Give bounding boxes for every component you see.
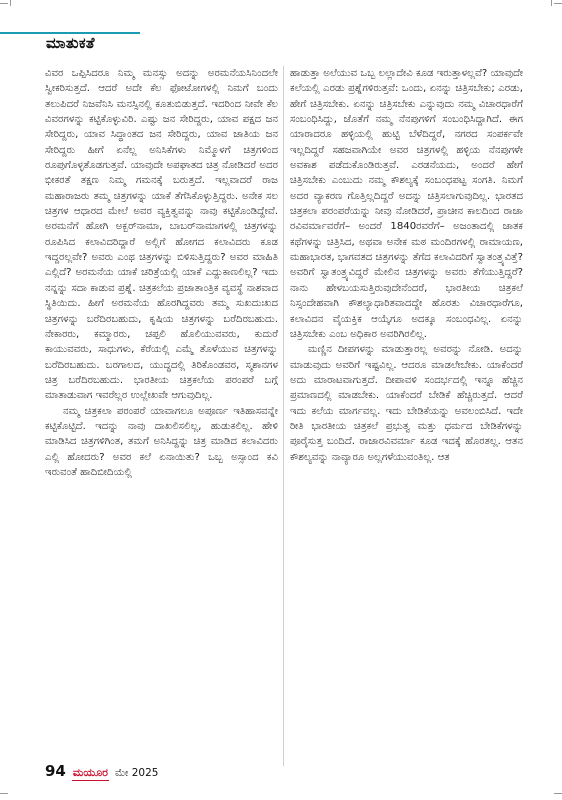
page-footer [45, 762, 158, 782]
paragraph: ವಿವರ ಒಪ್ಪಿಸಿದರೂ ನಿಮ್ಮ ಮನಸ್ಸು ಅದನ್ನು ಅರಮನೆಯಸಿನಿಂದಲೇ ಸ್ವೀಕರಿಸುತ್ತದೆ. ಆದರೆ ಅದೇ ಕೆಲ ಫೋಟೋಗಳಲ್ಲಿ ನಿಮಗೆ ಬಂದು ತಲುಪಿದರೆ ನಿಜವೆನಿಸಿ ಮನಸ್ಸಿನಲ್ಲಿ ಕೂತುಬಿಡುತ್ತದೆ. ಇದರಿಂದ ನೀವೇ ಕೆಲ ವಿವರಗಳನ್ನು ಕಟ್ಟಿಕೊಳ್ಳುವಿರಿ. ಎಷ್ಟು ಜನ ಸೇರಿದ್ದರು, ಯಾವ ಪಕ್ಷದ ಜನ ಸೇರಿದ್ದರು, ಯಾವ ಸಿದ್ಧಾಂತದ ಜನ ಸೇರಿದ್ದರು, ಯಾವ ಜಾತಿಯ ಜನ ಸೇರಿದ್ದರು ಹೀಗೆ ಏನೆಲ್ಲ ಅನಿಸಿಕೆಗಳು ನಿಮ್ಮೊಳಗೆ ಚಿತ್ರಗಳಿಂದ ರೂಪುಗೊಳ್ಳತೊಡಗುತ್ತವೆ. ಯಾವುದೇ ಅಪಘಾತದ ಚಿತ್ರ ನೋಡಿದರೆ ಅದರ ಭೀಕರತೆ ತಕ್ಷಣ ನಿಮ್ಮ ಗಮನಕ್ಕೆ ಬರುತ್ತದೆ. ಇಲ್ಲವಾದರೆ ರಾಜ ಮಹಾರಾಜರು ತಮ್ಮ ಚಿತ್ರಗಳನ್ನು ಯಾಕೆ ತೆಗೆಸಿಕೊಳ್ಳುತ್ತಿದ್ದರು. ಅನೇಕ ಸಲ ಚಿತ್ರಗಳ ಆಧಾರದ ಮೇಲೆ ಅವರ ವ್ಯಕ್ತಿತ್ವವನ್ನು ನಾವು ಕಟ್ಟಿಕೊಂಡಿದ್ದೇವೆ. ಅರಮನೆಗೆ ಹೋಗಿ ಅಕ್ಬರ್‌ನಾಮಾ, ಬಾಬರ್‌ನಾಮಾಗಳಲ್ಲಿ ಚಿತ್ರಗಳನ್ನು ರೂಪಿಸಿದ ಕಲಾವಿದರಿದ್ದಾರೆ ಅಲ್ಲಿಗೆ ಹೋಗದ ಕಲಾವಿದರು ಕೂಡ ಇದ್ದರಲ್ಲವೇ? ಅವರು ಎಂಥ ಚಿತ್ರಗಳನ್ನು ಬಿಳಿಸುತ್ತಿದ್ದರು? ಅವರ ಮಾಹಿತಿ ಎಲ್ಲಿದೆ? ಅರಮನೆಯ ಯಾಕೆ ಚರಿತ್ರೆಯಲ್ಲಿ ಯಾಕೆ ಎದ್ದುಕಾಣಲಿಲ್ಲ? ಇದು ನನ್ನನ್ನು ಸದಾ ಕಾಡುವ ಪ್ರಶ್ನೆ. ಚಿತ್ರಕಲೆಯ ಪ್ರಜಾತಾಂತ್ರಿಕ ವ್ಯವಸ್ಥೆ ನಾಶವಾದ ಸ್ಥಿತಿಯಿದು. ಹೀಗೆ ಅರಮನೆಯ ಹೊರಗಿದ್ದವರು ತಮ್ಮ ಸುಖದುಃಖದ ಚಿತ್ರಗಳನ್ನು ಬರೆದಿರಬಹುದು, ಕೃಷಿಯ ಚಿತ್ರಗಳನ್ನು ಬರೆದಿರಬಹುದು. ನೇಕಾರರು, ಕಮ್ಮಾರರು, ಚಪ್ಪಲಿ ಹೊಲಿಯುವವರು, ಕುದುರೆ ಕಾಯುವವರು, ಸಾಧುಗಳು, ಕೆರೆಯಲ್ಲಿ ಎಮ್ಮೆ ತೊಳೆಯುವ ಚಿತ್ರಗಳನ್ನು ಬರೆದಿರಬಹುದು. ಬರಗಾಲದ, ಯುದ್ಧದಲ್ಲಿ ತಿರಿಕೊಂಡವರ, ಸ್ಮಶಾನಗಳ ಚಿತ್ರ ಬರೆದಿರಬಹುದು. ಭಾರತೀಯ ಚಿತ್ರಕಲೆಯ ಪರಂಪರೆ ಬಗ್ಗೆ ಮಾತಾಡುವಾಗ ಇವರೆಲ್ಲರ ಉಲ್ಲೇಖವೇ ಆಗುವುದಿಲ್ಲ. [45, 68, 278, 402]
paragraph: ಮಣ್ಣಿನ ದೀಪಗಳನ್ನು ಮಾಡುತ್ತಾರಲ್ಲ ಅವರನ್ನು ನೋಡಿ. ಅದನ್ನು ಮಾಡುವುದು ಅವರಿಗೆ ಇಷ್ಟವಿಲ್ಲ. ಆದರೂ ಮಾಡಲೇಬೇಕು. ಯಾಕೆಂದರೆ ಅದು ಮಾರಾಟವಾಗುತ್ತದೆ. ದೀಪಾವಳಿ ಸಂದರ್ಭದಲ್ಲಿ ಇನ್ನೂ ಹೆಚ್ಚಿನ ಪ್ರಮಾಣದಲ್ಲಿ ಮಾಡಬೇಕು. ಯಾಕೆಂದರೆ ಬೇಡಿಕೆ ಹೆಚ್ಚಿರುತ್ತದೆ. ಆದರೆ ಇದು ಕಲೆಯ ಮಾರ್ಗವಲ್ಲ. ಇದು ಬೇಡಿಕೆಯನ್ನು ಅವಲಂಬಿಸಿದೆ. ಇದೇ ರೀತಿ ಭಾರತೀಯ ಚಿತ್ರಕಲೆ ಪ್ರಭುತ್ವ ಮತ್ತು ಧರ್ಮದ ಬೇಡಿಕೆಗಳನ್ನು ಪೂರೈಸುತ್ತ ಬಂದಿದೆ. ರಾಜಾರವಿವರ್ಮಾ ಕೂಡ ಇದಕ್ಕೆ ಹೊರತಲ್ಲ. ಆತನ ಕೌಶಲ್ಯವನ್ನು ನಾವ್ಯಾರೂ ಅಲ್ಲಗಳೆಯುವಂತಿಲ್ಲ. ಆತ [290, 344, 523, 463]
column-divider [283, 66, 284, 766]
crop-mark [551, 0, 552, 6]
article-column-right [290, 66, 523, 465]
crop-mark [10, 0, 11, 6]
paragraph: ನಮ್ಮ ಚಿತ್ರಕಲಾ ಪರಂಪರೆ ಯಾವಾಗಲೂ ಅಪೂರ್ಣ ಇತಿಹಾಸವನ್ನೇ ಕಟ್ಟಿಕೊಟ್ಟಿದೆ. ಇದನ್ನು ನಾವು ದಾಖಲಿಸಲಿಲ್ಲ, ಹುಡುಕಲಿಲ್ಲ. ಹೇಳಿ ಮಾಡಿಸಿದ ಚಿತ್ರಗಳಿಗಿಂತ, ತಮಗೆ ಅನಿಸಿದ್ದನ್ನು ಚಿತ್ರ ಮಾಡಿದ ಕಲಾವಿದರು ಎಲ್ಲಿ ಹೋದರು? ಅವರ ಕಲೆ ಏನಾಯಿತು? ಒಬ್ಬ ಅಸ್ಸಾಂದ ಕವಿ ಇರುವಂತೆ ಹಾದಿಬೀದಿಯಲ್ಲಿ [45, 405, 278, 478]
section-title: ಮಾತುಕತೆ [46, 34, 95, 52]
magazine-logo: ಮಯೂರ [72, 766, 108, 779]
crop-mark [0, 793, 8, 794]
issue-date: ಮೇ 2025 [114, 767, 159, 779]
crop-mark [554, 3, 562, 4]
paragraph: ಹಾಡುತ್ತಾ ಅಲೆಯುವ ಒಬ್ಬ ಲಲ್ಲಾದೇವಿ ಕೂಡ ಇರುತ್ತಾಳಲ್ಲವೆ? ಯಾವುದೇ ಕಲೆಯಲ್ಲಿ ಎರಡು ಪ್ರಶ್ನೆಗಳಿರುತ್ತವೆ: ಒಂದು, ಏನನ್ನು ಚಿತ್ರಿಸಬೇಕು; ಎರಡು, ಹೇಗೆ ಚಿತ್ರಿಸಬೇಕು. ಏನನ್ನು ಚಿತ್ರಿಸಬೇಕು ಎನ್ನುವುದು ನಮ್ಮ ವಿಚಾರಧಾರೆಗೆ ಸಂಬಂಧಿಸಿದ್ದು, ಜೊತೆಗೆ ನಮ್ಮ ನೆನಪುಗಳಿಗೆ ಸಂಬಂಧಿಸಿದ್ದಾಗಿದೆ. ಈಗ ಯಾರಾದರೂ ಹಳ್ಳಿಯಲ್ಲಿ ಹುಟ್ಟಿ ಬೆಳೆದಿದ್ದರೆ, ನಗರದ ಸಂಪರ್ಕವೇ ಇಲ್ಲದಿದ್ದರೆ ಸಹಜವಾಗಿಯೇ ಅವರ ಚಿತ್ರಗಳಲ್ಲಿ ಹಳ್ಳಿಯ ನೆನಪುಗಳೇ ಅವಕಾಶ ಪಡೆದುಕೊಂಡಿರುತ್ತವೆ. ಎರಡನೆಯದು, ಅಂದರೆ ಹೇಗೆ ಚಿತ್ರಿಸಬೇಕು ಎಂಬುದು ನಮ್ಮ ಕೌಶಲ್ಯಕ್ಕೆ ಸಂಬಂಧಪಟ್ಟ ಸಂಗತಿ. ನಿಮಗೆ ಅದರ ವ್ಯಾಕರಣ ಗೊತ್ತಿಲ್ಲದಿದ್ದರೆ ಅದನ್ನು ಚಿತ್ರಿಸಲಾಗುವುದಿಲ್ಲ. ಭಾರತದ ಚಿತ್ರಕಲಾ ಪರಂಪರೆಯನ್ನು ನೀವು ನೋಡಿದರೆ, ಪ್ರಾಚೀನ ಕಾಲದಿಂದ ರಾಜಾ ರವಿವರ್ಮಾವರೆಗೆ– ಅಂದರೆ 1840ರವರೆಗೆ– ಅಜಂತಾದಲ್ಲಿ ಜಾತಕ ಕಥೆಗಳನ್ನು ಚಿತ್ರಿಸಿದ, ಅಥವಾ ಅನೇಕ ಮಠ ಮಂದಿರಗಳಲ್ಲಿ ರಾಮಾಯಣ, ಮಹಾಭಾರತ, ಭಾಗವತದ ಚಿತ್ರಗಳನ್ನು ತೆಗೆದ ಕಲಾವಿದರಿಗೆ ಸ್ವಾತಂತ್ರ್ಯವಿತ್ತೆ? ಅವರಿಗೆ ಸ್ವಾತಂತ್ರ್ಯವಿದ್ದರೆ ಮೇಲಿನ ಚಿತ್ರಗಳನ್ನು ಅವರು ತೆಗೆಯುತ್ತಿದ್ದರೆ? ನಾನು ಹೇಳಬಯಸುತ್ತಿರುವುದೇನೆಂದರೆ, ಭಾರತೀಯ ಚಿತ್ರಕಲೆ ನಿಸ್ಸಂದೇಹವಾಗಿ ಕೌಶಲ್ಯಾಧಾರಿತವಾದದ್ದೇ ಹೊರತು ವಿಚಾರಧಾರೆಗೂ, ಕಲಾವಿದನ ವೈಯಕ್ತಿಕ ಆಯ್ಕೆಗೂ ಅದಕ್ಕೂ ಸಂಬಂಧವಿಲ್ಲ. ಏನನ್ನು ಚಿತ್ರಿಸಬೇಕು ಎಂಬ ಅಧಿಕಾರ ಅವರಿಗಿರಲಿಲ್ಲ. [290, 68, 523, 340]
page-number: 94 [45, 762, 66, 780]
crop-mark [554, 793, 562, 794]
article-column-left [45, 66, 278, 480]
crop-mark [0, 3, 8, 4]
